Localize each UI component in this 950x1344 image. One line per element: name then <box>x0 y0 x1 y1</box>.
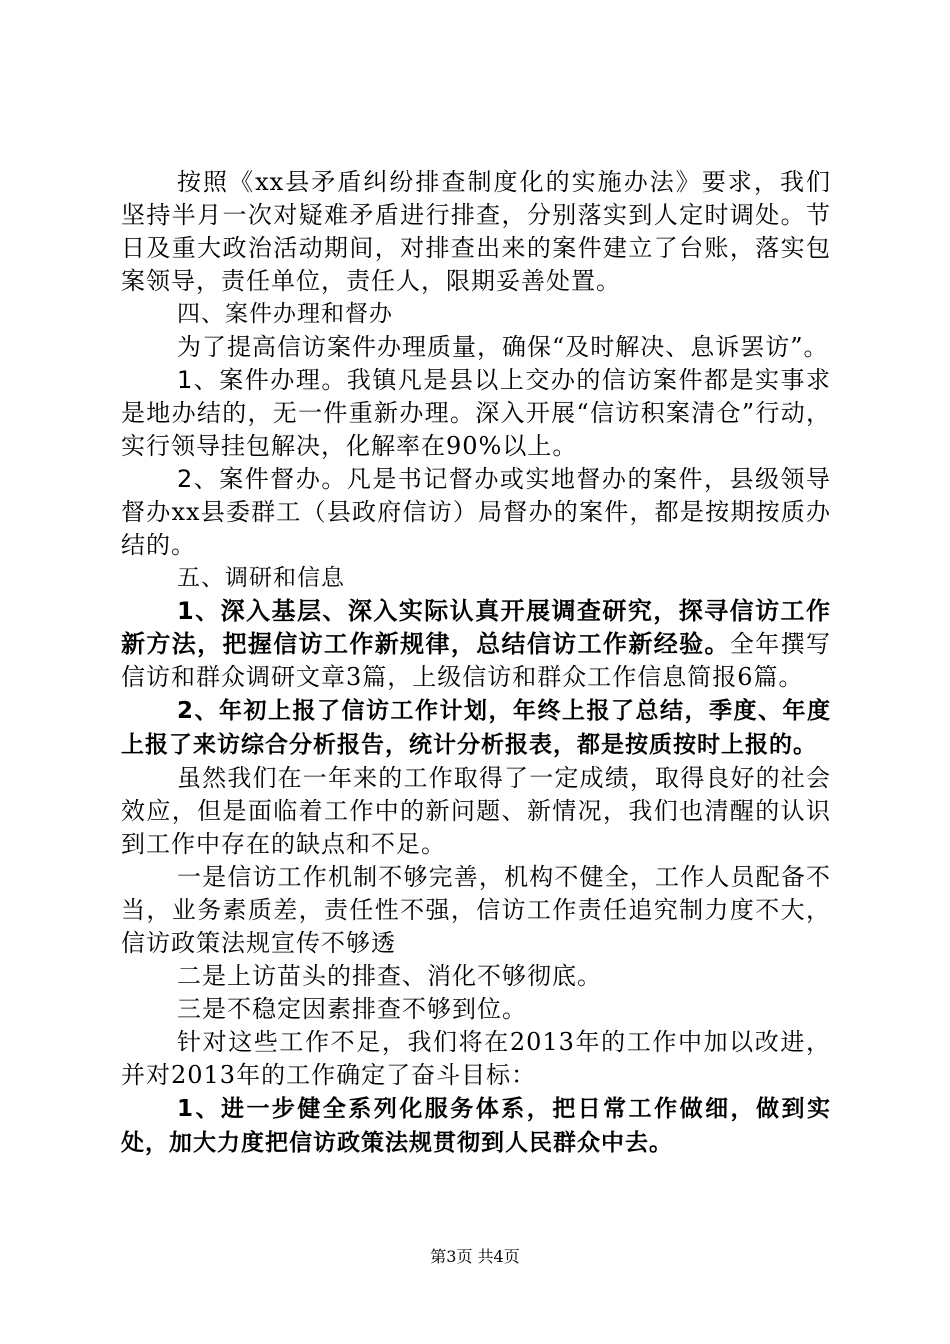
paragraph-shortcoming-2: 二是上访苗头的排查、消化不够彻底。 <box>177 962 602 990</box>
paragraph-shortcoming-1: 一是信访工作机制不够完善，机构不健全，工作人员配备不当，业务素质差，责任性不强，信访工作责任追究制力度不大，信访政策法规宣传不够透 <box>121 863 831 957</box>
paragraph-case-supervision <box>121 463 831 562</box>
case-supervision-lead: 2、案件督办。 <box>177 465 347 493</box>
research-bold-text: 1、深入基层、深入实际认真开展调查研究，探寻信访工作新方法，把握信访工作新规律，总结信访工作新经验。 <box>121 597 831 658</box>
paragraph-investigation: 按照《xx县矛盾纠纷排查制度化的实施办法》要求，我们坚持半月一次对疑难矛盾进行排查，分别落实到人定时调处。节日及重大政治活动期间，对排查出来的案件建立了台账，落实包案领导，责任单位，责任人，限期妥善处置。 <box>121 168 831 295</box>
paragraph-achievements: 虽然我们在一年来的工作取得了一定成绩，取得良好的社会效应，但是面临着工作中的新问题、新情况，我们也清醒的认识到工作中存在的缺点和不足。 <box>121 764 831 858</box>
paragraph-improvement: 针对这些工作不足，我们将在2013年的工作中加以改进，并对2013年的工作确定了奋斗目标： <box>121 1028 831 1089</box>
paragraph-case-quality: 为了提高信访案件办理质量，确保“及时解决、息诉罢访”。 <box>177 333 829 361</box>
section-heading-4: 四、案件办理和督办 <box>177 301 393 327</box>
paragraph-reporting: 2、年初上报了信访工作计划，年终上报了总结，季度、年度上报了来访综合分析报告，统计分析报表，都是按质按时上报的。 <box>121 698 831 758</box>
paragraph-goal-1: 1、进一步健全系列化服务体系，把日常工作做细，做到实处，加大力度把信访政策法规贯彻到人民群众中去。 <box>121 1096 831 1156</box>
paragraph-case-handling <box>121 364 831 463</box>
case-supervision-body: 凡是书记督办或实地督办的案件，县级领导督办xx县委群工（县政府信访）局督办的案件，都是按期按质办结的。 <box>121 465 831 559</box>
research-body-text: 全年撰写信访和群众调研文章3篇，上级信访和群众工作信息简报6篇。 <box>121 630 832 691</box>
case-handling-lead: 1、案件办理。 <box>177 366 347 394</box>
section-heading-5: 五、调研和信息 <box>177 565 345 591</box>
page-number-footer: 第3页 共4页 <box>430 1247 520 1266</box>
document-body <box>121 166 831 1160</box>
case-handling-body: 我镇凡是县以上交办的信访案件都是实事求是地办结的，无一件重新办理。深入开展“信访积案清仓”行动，实行领导挂包解决，化解率在90%以上。 <box>121 366 831 460</box>
paragraph-shortcoming-3: 三是不稳定因素排查不够到位。 <box>177 995 527 1023</box>
paragraph-research <box>121 595 831 694</box>
